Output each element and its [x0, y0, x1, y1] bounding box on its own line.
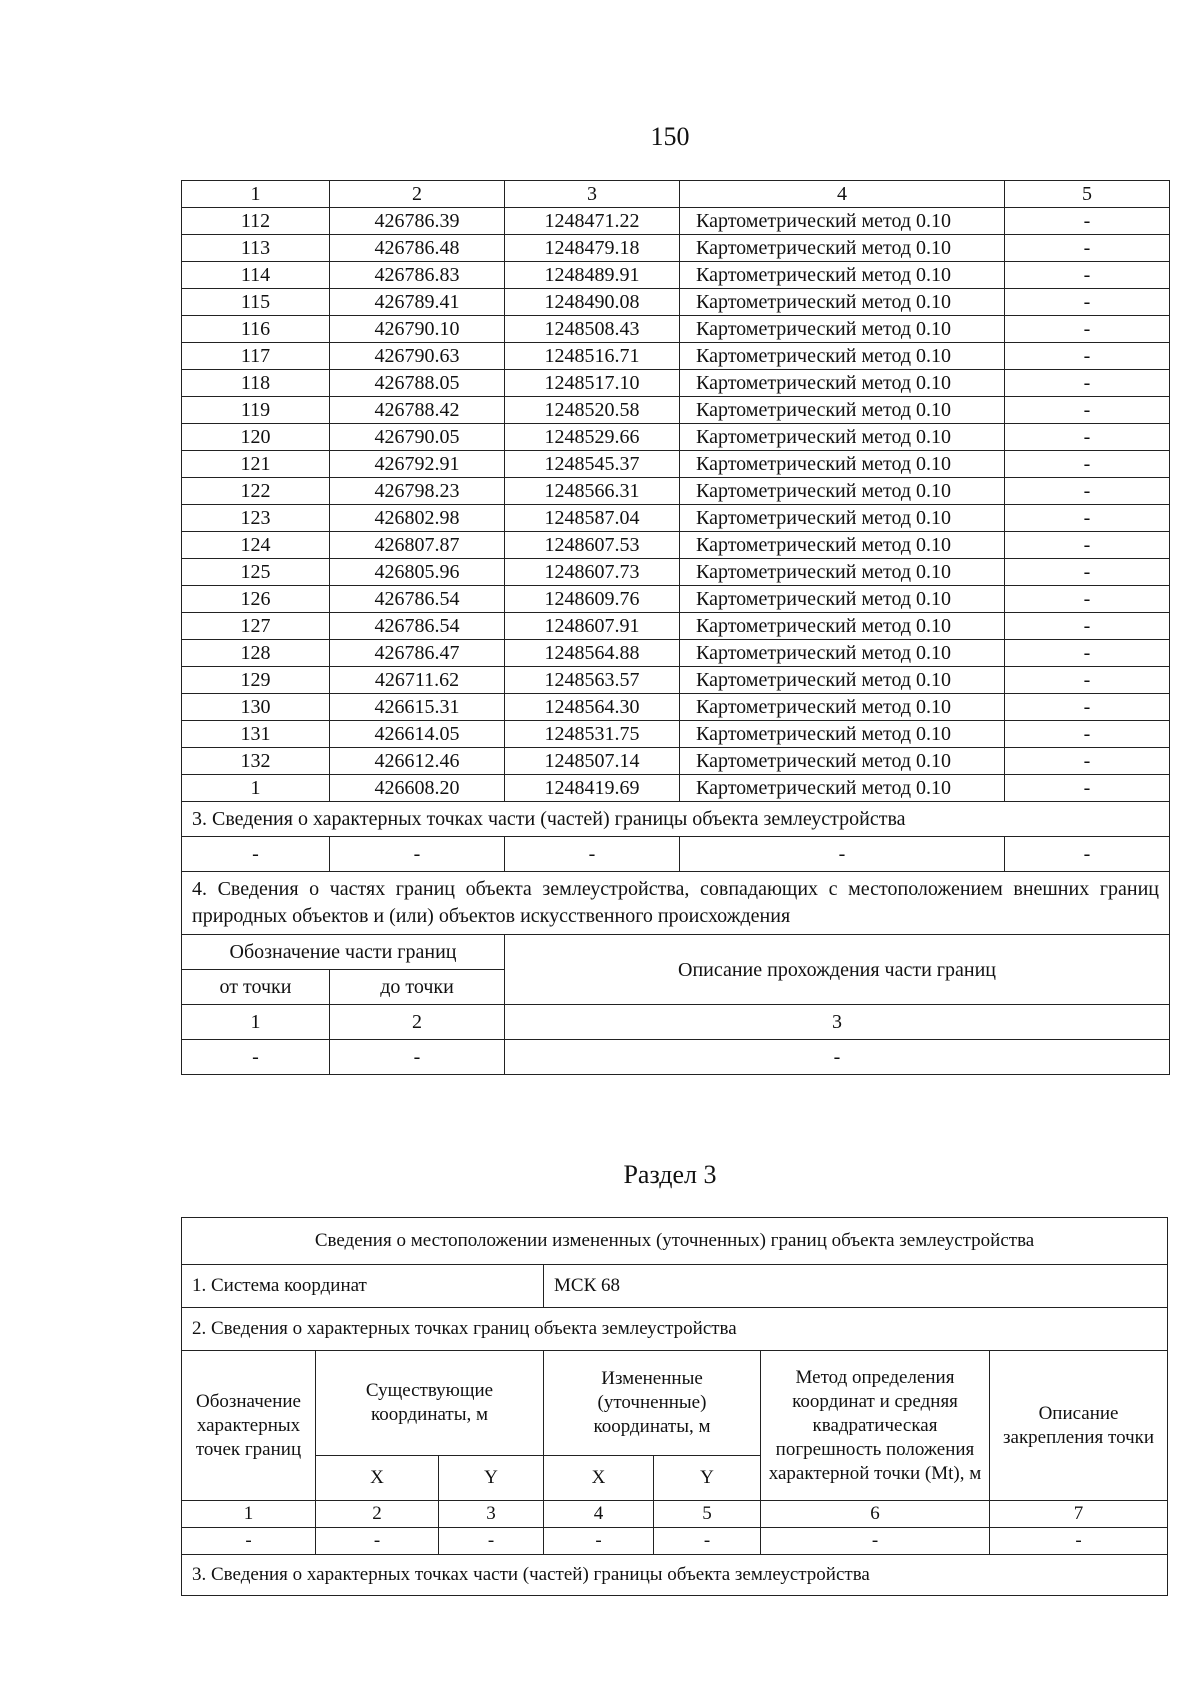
fixing-cell: - — [1005, 208, 1170, 235]
fixing-cell: - — [1005, 478, 1170, 505]
empty-cell: - — [544, 1528, 654, 1555]
fixing-cell: - — [1005, 532, 1170, 559]
number-cell: 6 — [761, 1501, 990, 1528]
section4-empty-row — [182, 1040, 1170, 1075]
fixing-cell: - — [1005, 343, 1170, 370]
table-row — [182, 235, 1170, 262]
y-header: Y — [654, 1456, 761, 1501]
table2-title-row — [182, 1218, 1168, 1265]
y-coordinate-cell: 1248531.75 — [505, 721, 680, 748]
coord-system-label: 1. Система координат — [182, 1265, 544, 1308]
empty-cell: - — [330, 1040, 505, 1075]
x-coordinate-cell: 426786.47 — [330, 640, 505, 667]
section4-numbers-row — [182, 1005, 1170, 1040]
y-coordinate-cell: 1248508.43 — [505, 316, 680, 343]
fixing-cell: - — [1005, 721, 1170, 748]
fixing-cell: - — [1005, 775, 1170, 802]
empty-cell: - — [761, 1528, 990, 1555]
x-coordinate-cell: 426786.39 — [330, 208, 505, 235]
fixing-cell: - — [1005, 397, 1170, 424]
point-id-cell: 129 — [182, 667, 330, 694]
method-cell: Картометрический метод 0.10 — [680, 559, 1005, 586]
y-coordinate-cell: 1248489.91 — [505, 262, 680, 289]
table-row — [182, 397, 1170, 424]
table-row — [182, 613, 1170, 640]
col-changed-header: Измененные (уточненные) координаты, м — [544, 1351, 761, 1456]
table-row — [182, 775, 1170, 802]
col-method-header: Метод определения координат и средняя квадратическая погрешность положения характерной точки (Mt), м — [761, 1351, 990, 1501]
method-cell: Картометрический метод 0.10 — [680, 451, 1005, 478]
fixing-cell: - — [1005, 424, 1170, 451]
point-id-cell: 124 — [182, 532, 330, 559]
page-number: 150 — [650, 122, 690, 151]
number-cell: 4 — [544, 1501, 654, 1528]
method-cell: Картометрический метод 0.10 — [680, 316, 1005, 343]
y-coordinate-cell: 1248479.18 — [505, 235, 680, 262]
point-id-cell: 119 — [182, 397, 330, 424]
x-coordinate-cell: 426786.54 — [330, 613, 505, 640]
y-coordinate-cell: 1248609.76 — [505, 586, 680, 613]
method-cell: Картометрический метод 0.10 — [680, 667, 1005, 694]
point-id-cell: 122 — [182, 478, 330, 505]
header-cell: 3 — [505, 181, 680, 208]
header-cell: 1 — [182, 181, 330, 208]
method-cell: Картометрический метод 0.10 — [680, 748, 1005, 775]
x-coordinate-cell: 426614.05 — [330, 721, 505, 748]
empty-cell: - — [505, 1040, 1170, 1075]
x-coordinate-cell: 426792.91 — [330, 451, 505, 478]
y-coordinate-cell: 1248564.88 — [505, 640, 680, 667]
y-coordinate-cell: 1248520.58 — [505, 397, 680, 424]
table-row — [182, 694, 1170, 721]
coordinates-table — [181, 180, 1170, 1075]
x-coordinate-cell: 426790.05 — [330, 424, 505, 451]
section4-title-row — [182, 872, 1170, 935]
method-cell: Картометрический метод 0.10 — [680, 694, 1005, 721]
header-cell: 5 — [1005, 181, 1170, 208]
point-id-cell: 130 — [182, 694, 330, 721]
table-row — [182, 478, 1170, 505]
fixing-cell: - — [1005, 316, 1170, 343]
x-coordinate-cell: 426608.20 — [330, 775, 505, 802]
number-cell: 1 — [182, 1005, 330, 1040]
x-coordinate-cell: 426788.05 — [330, 370, 505, 397]
x-coordinate-cell: 426789.41 — [330, 289, 505, 316]
points-title: 2. Сведения о характерных точках границ объекта землеустройства — [182, 1308, 1168, 1351]
y-coordinate-cell: 1248507.14 — [505, 748, 680, 775]
table-row — [182, 262, 1170, 289]
section4-description-header: Описание прохождения части границ — [505, 935, 1170, 1005]
table-row — [182, 667, 1170, 694]
section4-designation-header: Обозначение части границ — [182, 935, 505, 970]
fixing-cell: - — [1005, 586, 1170, 613]
y-coordinate-cell: 1248545.37 — [505, 451, 680, 478]
table2-empty-row — [182, 1528, 1168, 1555]
empty-cell: - — [182, 837, 330, 872]
point-id-cell: 126 — [182, 586, 330, 613]
method-cell: Картометрический метод 0.10 — [680, 640, 1005, 667]
method-cell: Картометрический метод 0.10 — [680, 235, 1005, 262]
x-coordinate-cell: 426786.48 — [330, 235, 505, 262]
point-id-cell: 115 — [182, 289, 330, 316]
x-header: X — [544, 1456, 654, 1501]
empty-cell: - — [990, 1528, 1168, 1555]
method-cell: Картометрический метод 0.10 — [680, 343, 1005, 370]
y-coordinate-cell: 1248529.66 — [505, 424, 680, 451]
table-row — [182, 748, 1170, 775]
point-id-cell: 127 — [182, 613, 330, 640]
table-row — [182, 343, 1170, 370]
x-coordinate-cell: 426612.46 — [330, 748, 505, 775]
section4-from-point-header: от точки — [182, 970, 330, 1005]
number-cell: 3 — [439, 1501, 544, 1528]
header-cell: 2 — [330, 181, 505, 208]
x-coordinate-cell: 426790.63 — [330, 343, 505, 370]
fixing-cell: - — [1005, 235, 1170, 262]
empty-cell: - — [654, 1528, 761, 1555]
empty-cell: - — [182, 1040, 330, 1075]
point-id-cell: 116 — [182, 316, 330, 343]
fixing-cell: - — [1005, 451, 1170, 478]
empty-cell: - — [316, 1528, 439, 1555]
y-coordinate-cell: 1248607.73 — [505, 559, 680, 586]
point-id-cell: 123 — [182, 505, 330, 532]
y-coordinate-cell: 1248471.22 — [505, 208, 680, 235]
table-header-row — [182, 181, 1170, 208]
y-coordinate-cell: 1248419.69 — [505, 775, 680, 802]
coord-system-row — [182, 1265, 1168, 1308]
method-cell: Картометрический метод 0.10 — [680, 262, 1005, 289]
table-row — [182, 208, 1170, 235]
changed-boundaries-table — [181, 1217, 1168, 1596]
point-id-cell: 117 — [182, 343, 330, 370]
y-coordinate-cell: 1248516.71 — [505, 343, 680, 370]
method-cell: Картометрический метод 0.10 — [680, 721, 1005, 748]
table-row — [182, 559, 1170, 586]
table-row — [182, 640, 1170, 667]
table2-numbers-row — [182, 1501, 1168, 1528]
section4-to-point-header: до точки — [330, 970, 505, 1005]
x-coordinate-cell: 426788.42 — [330, 397, 505, 424]
number-cell: 7 — [990, 1501, 1168, 1528]
table-row — [182, 532, 1170, 559]
y-coordinate-cell: 1248566.31 — [505, 478, 680, 505]
method-cell: Картометрический метод 0.10 — [680, 613, 1005, 640]
points-title-row — [182, 1308, 1168, 1351]
point-id-cell: 125 — [182, 559, 330, 586]
method-cell: Картометрический метод 0.10 — [680, 397, 1005, 424]
fixing-cell: - — [1005, 370, 1170, 397]
point-id-cell: 112 — [182, 208, 330, 235]
fixing-cell: - — [1005, 505, 1170, 532]
method-cell: Картометрический метод 0.10 — [680, 370, 1005, 397]
x-header: X — [316, 1456, 439, 1501]
y-coordinate-cell: 1248517.10 — [505, 370, 680, 397]
table-row — [182, 370, 1170, 397]
y-coordinate-cell: 1248564.30 — [505, 694, 680, 721]
method-cell: Картометрический метод 0.10 — [680, 505, 1005, 532]
x-coordinate-cell: 426615.31 — [330, 694, 505, 721]
number-cell: 5 — [654, 1501, 761, 1528]
method-cell: Картометрический метод 0.10 — [680, 532, 1005, 559]
fixing-cell: - — [1005, 289, 1170, 316]
method-cell: Картометрический метод 0.10 — [680, 289, 1005, 316]
empty-cell: - — [182, 1528, 316, 1555]
col-designation-header: Обозначение характерных точек границ — [182, 1351, 316, 1501]
fixing-cell: - — [1005, 640, 1170, 667]
method-cell: Картометрический метод 0.10 — [680, 478, 1005, 505]
point-id-cell: 132 — [182, 748, 330, 775]
point-id-cell: 114 — [182, 262, 330, 289]
section3-empty-row — [182, 837, 1170, 872]
fixing-cell: - — [1005, 748, 1170, 775]
section4-header-row — [182, 935, 1170, 970]
col-fixing-header: Описание закрепления точки — [990, 1351, 1168, 1501]
x-coordinate-cell: 426798.23 — [330, 478, 505, 505]
x-coordinate-cell: 426786.83 — [330, 262, 505, 289]
section3-title-row — [182, 802, 1170, 837]
y-coordinate-cell: 1248563.57 — [505, 667, 680, 694]
col-existing-header: Существующие координаты, м — [316, 1351, 544, 1456]
point-id-cell: 118 — [182, 370, 330, 397]
fixing-cell: - — [1005, 613, 1170, 640]
coord-system-value: МСК 68 — [544, 1265, 1168, 1308]
table2-title: Сведения о местоположении измененных (уточненных) границ объекта землеустройства — [182, 1218, 1168, 1265]
table-row — [182, 289, 1170, 316]
number-cell: 1 — [182, 1501, 316, 1528]
x-coordinate-cell: 426807.87 — [330, 532, 505, 559]
number-cell: 3 — [505, 1005, 1170, 1040]
point-id-cell: 128 — [182, 640, 330, 667]
fixing-cell: - — [1005, 667, 1170, 694]
point-id-cell: 121 — [182, 451, 330, 478]
table2-header-row — [182, 1351, 1168, 1456]
header-cell: 4 — [680, 181, 1005, 208]
number-cell: 2 — [330, 1005, 505, 1040]
empty-cell: - — [439, 1528, 544, 1555]
section-title: Раздел 3 — [623, 1160, 717, 1189]
method-cell: Картометрический метод 0.10 — [680, 208, 1005, 235]
x-coordinate-cell: 426790.10 — [330, 316, 505, 343]
y-coordinate-cell: 1248587.04 — [505, 505, 680, 532]
empty-cell: - — [1005, 837, 1170, 872]
empty-cell: - — [505, 837, 680, 872]
point-id-cell: 120 — [182, 424, 330, 451]
x-coordinate-cell: 426711.62 — [330, 667, 505, 694]
point-id-cell: 113 — [182, 235, 330, 262]
section4-title: 4. Сведения о частях границ объекта землеустройства, совпадающих с местоположением внешних границ природных объектов и (или) объектов искусственного происхождения — [182, 872, 1170, 935]
section3-title: 3. Сведения о характерных точках части (частей) границы объекта землеустройства — [182, 802, 1170, 837]
method-cell: Картометрический метод 0.10 — [680, 424, 1005, 451]
empty-cell: - — [330, 837, 505, 872]
y-coordinate-cell: 1248607.53 — [505, 532, 680, 559]
parts-title-row — [182, 1555, 1168, 1596]
table-row — [182, 451, 1170, 478]
x-coordinate-cell: 426805.96 — [330, 559, 505, 586]
x-coordinate-cell: 426802.98 — [330, 505, 505, 532]
point-id-cell: 131 — [182, 721, 330, 748]
method-cell: Картометрический метод 0.10 — [680, 775, 1005, 802]
point-id-cell: 1 — [182, 775, 330, 802]
number-cell: 2 — [316, 1501, 439, 1528]
fixing-cell: - — [1005, 694, 1170, 721]
fixing-cell: - — [1005, 559, 1170, 586]
parts-title: 3. Сведения о характерных точках части (частей) границы объекта землеустройства — [182, 1555, 1168, 1596]
table-row — [182, 586, 1170, 613]
y-coordinate-cell: 1248490.08 — [505, 289, 680, 316]
empty-cell: - — [680, 837, 1005, 872]
table-row — [182, 721, 1170, 748]
fixing-cell: - — [1005, 262, 1170, 289]
method-cell: Картометрический метод 0.10 — [680, 586, 1005, 613]
y-coordinate-cell: 1248607.91 — [505, 613, 680, 640]
y-header: Y — [439, 1456, 544, 1501]
table-row — [182, 424, 1170, 451]
table-row — [182, 505, 1170, 532]
table-row — [182, 316, 1170, 343]
x-coordinate-cell: 426786.54 — [330, 586, 505, 613]
